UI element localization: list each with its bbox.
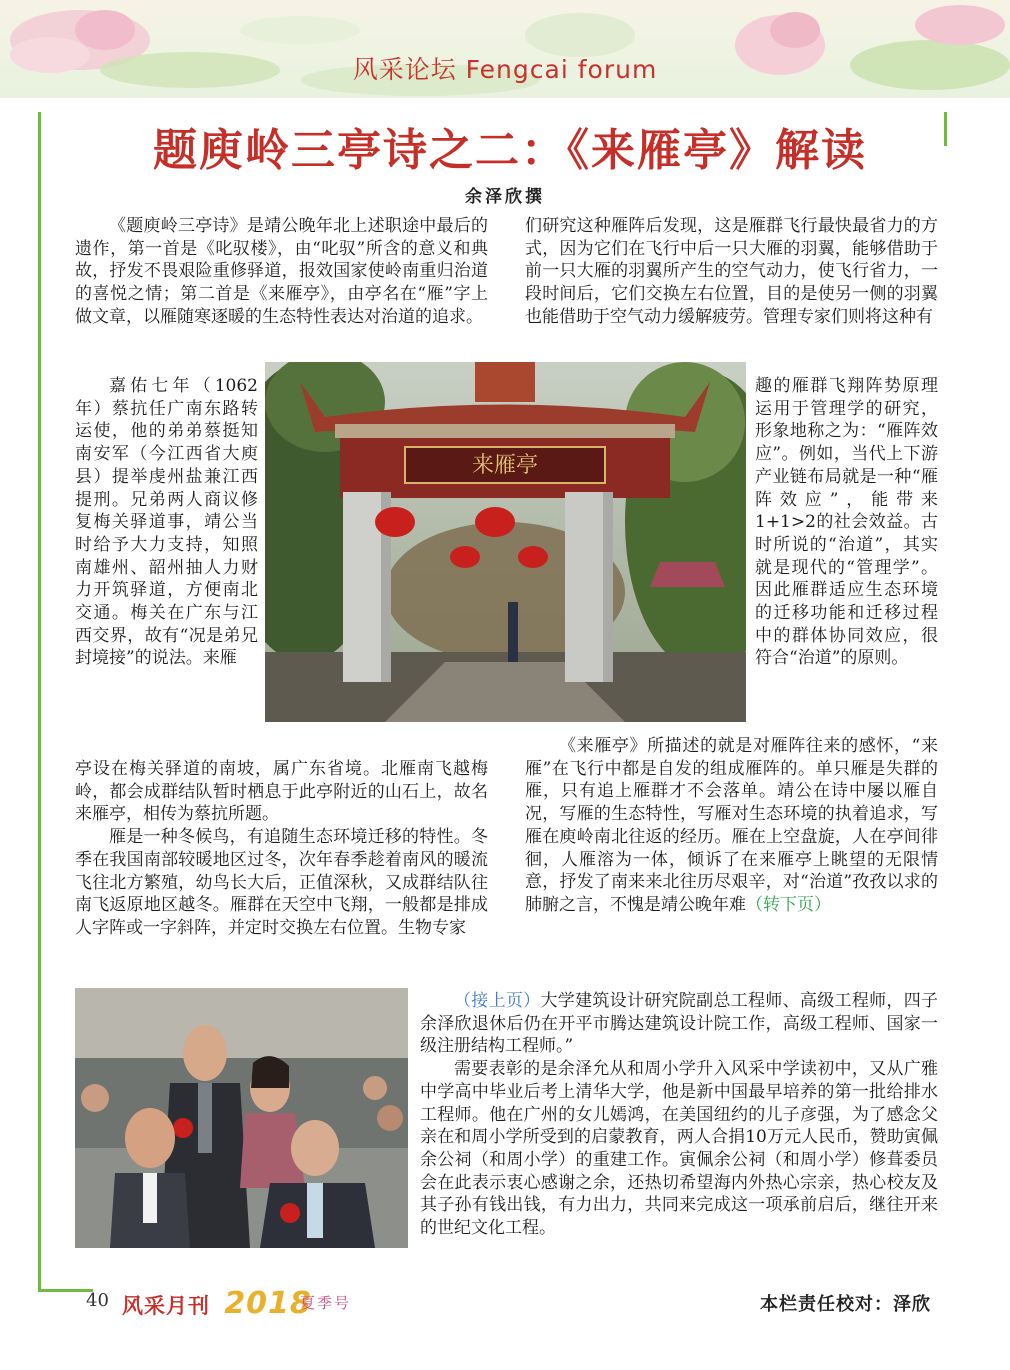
header-banner: [0, 0, 1010, 98]
article-author: 余泽欣撰: [465, 187, 545, 207]
paragraph: 雁是一种冬候鸟，有追随生态环境迁移的特性。冬季在我国南部较暖地区过冬，次年春季趁着南风的暖流飞往北方繁殖，幼鸟长大后，正值深秋，又成群结队往南飞返原地区越冬。雁群在天空中飞翔，一般都是排成人字阵或一字斜阵，并定时交换左右位置。生物专家: [75, 827, 488, 938]
magazine-name-text: 风采月刊: [122, 1294, 210, 1318]
group-photo: [75, 988, 408, 1248]
pavilion-photo: [265, 362, 746, 722]
paragraph: 趣的雁群飞翔阵势原理运用于管理学的研究，形象地称之为：“雁阵效应”。例如，当代上下游产业链布局就是一种“雁阵效应”，能带来1+1>2的社会效益。古时所说的“治道”，其实就是现代的“管理学”。因此雁群适应生态环境的迁移功能和迁移过程中的群体协同效应，很符合“治道”的原则。: [755, 376, 938, 669]
section-title-cn: 风采论坛: [352, 55, 457, 84]
frame-line-bottom: [38, 1289, 93, 1292]
paragraph: 需要表彰的是余泽允从和周小学升入风采中学读初中，又从广雅中学高中毕业后考上清华大学，他是新中国最早培养的第一批给排水工程师。他在广州的女儿嫣鸿，在美国纽约的儿子彦强，为了感念父亲在和周小学所受到的启蒙教育，两人合捐10万元人民币，赞助寅佩余公祠（和周小学）的重建工作。寅佩余公祠（和周小学）修葺委员会在此表示衷心感谢之余，还热切希望海内外热心宗亲，热心校友及其子孙有钱出钱，有力出力，共同来完成这一项承前启后，继往开来的世纪文化工程。: [420, 1059, 938, 1239]
paragraph: 《题庾岭三亭诗》是靖公晚年北上述职途中最后的遗作，第一首是《叱驭楼》，由“叱驭”所含的意义和典故，抒发不畏艰险重修驿道，报效国家使岭南重归治道的喜悦之情；第二首是《来雁亭》，由亭名在“雁”字上做文章，以雁随寒逐暖的生态特性表达对治道的追求。: [75, 216, 488, 327]
continue-next-marker: （转下页）: [746, 894, 831, 915]
page-number: 40: [86, 1290, 109, 1311]
left-column-top: [75, 215, 488, 329]
paragraph: 们研究这种雁阵后发现，这是雁群飞行最快最省力的方式，因为它们在飞行中后一只大雁的羽翼，能够借助于前一只大雁的羽翼所产生的空气动力，使飞行省力，一段时间后，它们交换左右位置，目的是使另一侧的羽翼也能借助于空气动力缓解疲劳。管理专家们则将这种有: [525, 216, 938, 327]
paragraph: [525, 735, 938, 917]
magazine-name: [122, 1286, 312, 1321]
continued-section: [420, 990, 938, 1240]
article-title: 题庾岭三亭诗之二：《来雁亭》解读: [153, 125, 867, 176]
right-column-narrow: [755, 375, 938, 670]
continued-marker: （接上页）: [454, 991, 541, 1011]
paragraph: 亭设在梅关驿道的南坡，属广东省境。北雁南飞越梅岭，都会成群结队暂时栖息于此亭附近的山石上，故名来雁亭，相传为蔡抗所题。: [75, 759, 488, 825]
right-column-top: [525, 215, 938, 329]
section-title-en: Fengcai forum: [465, 55, 658, 84]
pavilion-plaque-text: 来雁亭: [471, 453, 539, 478]
paragraph-text: 《来雁亭》所描述的就是对雁阵往来的感怀，“来雁”在飞行中都是自发的组成雁阵的。单只雁是失群的雁，只有追上雁群才不会落单。靖公在诗中屡以雁自况，写雁的生态特性，写雁对生态环境的执着追求，写雁在庾岭南北往返的经历。雁在上空盘旋，人在亭间徘徊，人雁溶为一体，倾诉了在来雁亭上眺望的无限情意，抒发了南来来北往历尽艰辛，对“治道”孜孜以求的肺腑之言，不愧是靖公晚年难: [525, 736, 938, 915]
proofreader-credit: 本栏责任校对：泽欣: [760, 1294, 931, 1315]
frame-line-left: [38, 112, 41, 1292]
paragraph: 嘉佑七年（1062年）蔡抗任广南东路转运使，他的弟弟蔡挺知南安军（今江西省大庾县）提举虔州盐兼江西提刑。兄弟两人商议修复梅关驿道事，靖公当时给予大力支持，知照南雄州、韶州抽人力财力开筑驿道，方便南北交通。梅关在广东与江西交界，故有“况是弟兄封境接”的说法。来雁: [75, 376, 258, 669]
section-title: [0, 50, 1010, 86]
left-column-bottom: [75, 758, 488, 940]
paragraph-text: 大学建筑设计研究院副总工程师、高级工程师，四子余泽欣退休后仍在开平市腾达建筑设计院工作，高级工程师、国家一级注册结构工程师。”: [420, 991, 939, 1057]
left-column-narrow: [75, 375, 258, 670]
year-logo: 2018: [224, 1286, 312, 1321]
season-label: 夏季号: [300, 1294, 352, 1312]
paragraph: [420, 990, 938, 1058]
right-column-bottom: [525, 735, 938, 917]
